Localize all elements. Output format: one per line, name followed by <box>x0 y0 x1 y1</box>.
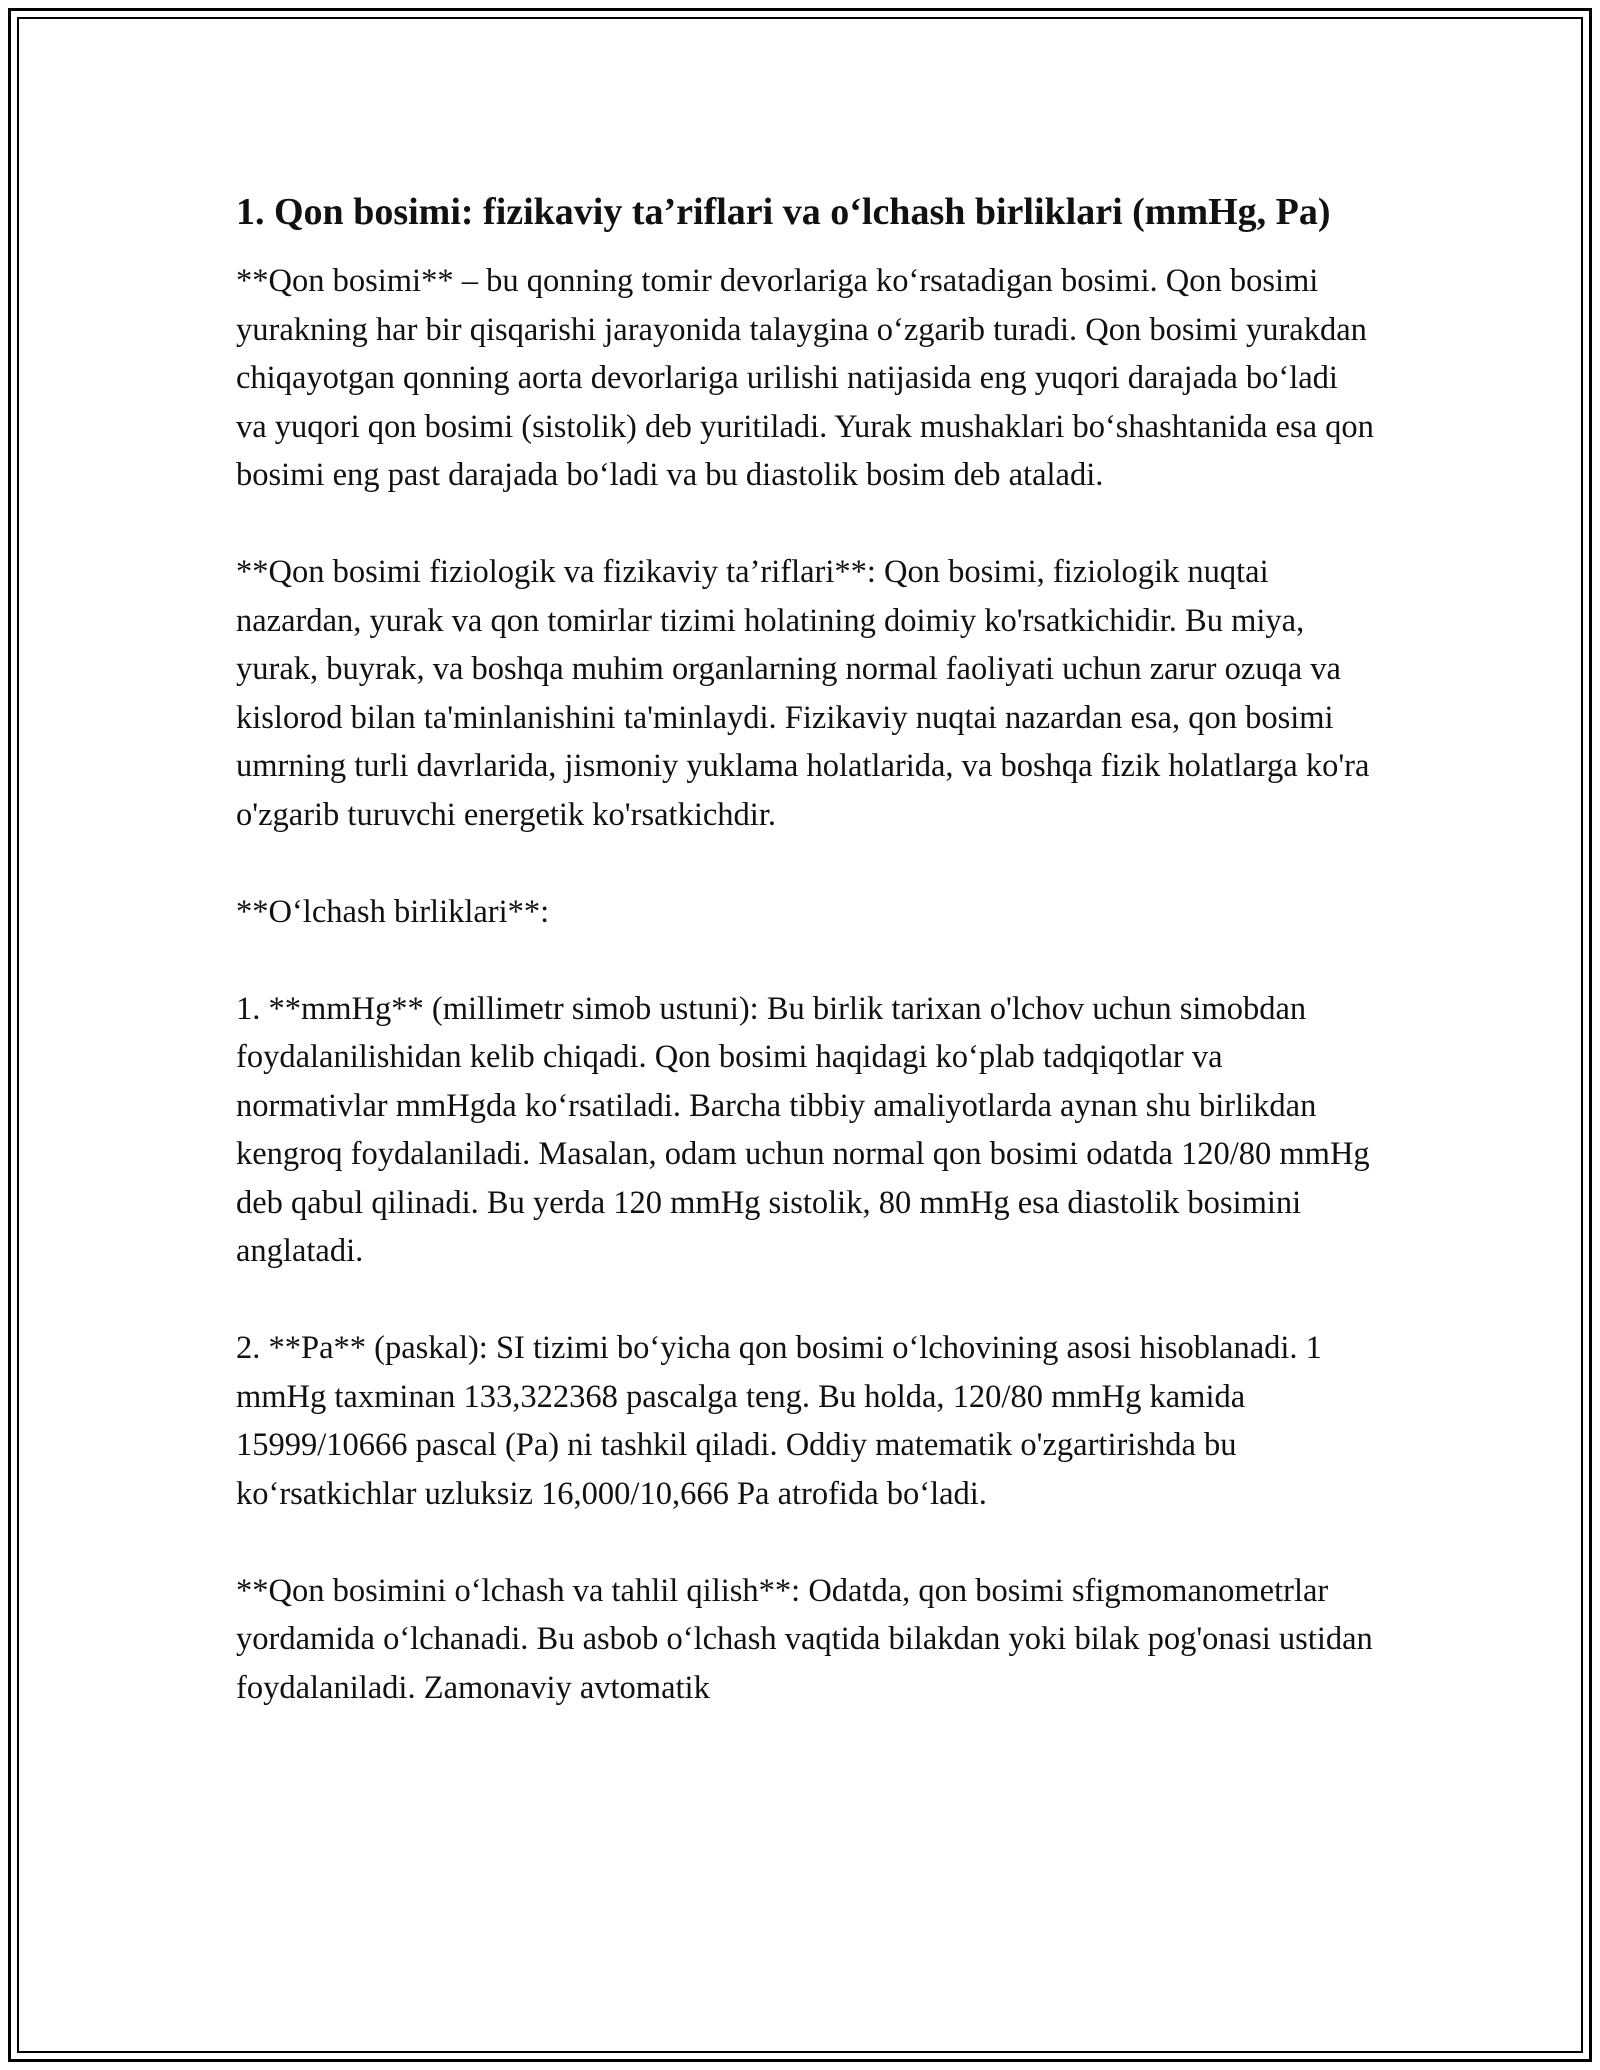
paragraph-pascal: 2. **Pa** (paskal): SI tizimi bo‘yicha qon bosimi o‘lchovining asosi hisoblanadi. 1 mmHg taxminan 133,322368 pascalga teng. Bu holda, 120/80 mmHg kamida 15999/10666 pascal (Pa) ni tashkil qiladi. Oddiy matematik o'zgartirishda bu ko‘rsatkichlar uzluksiz 16,000/10,666 Pa atrofida bo‘ladi. <box>236 1330 1322 1512</box>
paragraph-definition: **Qon bosimi** – bu qonning tomir devorlariga ko‘rsatadigan bosimi. Qon bosimi yurakning har bir qisqarishi jarayonida talaygina o‘zgarib turadi. Qon bosimi yurakdan chiqayotgan qonning aorta devorlariga urilishi natijasida eng yuqori darajada bo‘ladi va yuqori qon bosimi (sistolik) deb yuritiladi. Yurak mushaklari bo‘shashtanida esa qon bosimi eng past darajada bo‘ladi va bu diastolik bosim deb ataladi. <box>236 263 1374 493</box>
paragraph-mmhg: 1. **mmHg** (millimetr simob ustuni): Bu birlik tarixan o'lchov uchun simobdan foydalanilishidan kelib chiqadi. Qon bosimi haqidagi ko‘plab tadqiqotlar va normativlar mmHgda ko‘rsatiladi. Barcha tibbiy amaliyotlarda aynan shu birlikdan kengroq foydalaniladi. Masalan, odam uchun normal qon bosimi odatda 120/80 mmHg deb qabul qilinadi. Bu yerda 120 mmHg sistolik, 80 mmHg esa diastolik bosimini anglatadi. <box>236 990 1370 1269</box>
paragraph-units-heading: **O‘lchash birliklari**: <box>236 893 550 930</box>
document-body <box>236 185 1376 1712</box>
paragraph-measurement: **Qon bosimini o‘lchash va tahlil qilish**: Odatda, qon bosimi sfigmomanometrlar yordamida o‘lchanadi. Bu asbob o‘lchash vaqtida bilakdan yoki bilak pog'onasi ustidan foydalaniladi. Zamonaviy avtomatik <box>236 1572 1373 1706</box>
section-heading: 1. Qon bosimi: fizikaviy ta’riflari va o‘lchash birliklari (mmHg, Pa) <box>236 191 1331 233</box>
paragraph-physiological-physical: **Qon bosimi fiziologik va fizikaviy ta’riflari**: Qon bosimi, fiziologik nuqtai nazardan, yurak va qon tomirlar tizimi holatining doimiy ko'rsatkichidir. Bu miya, yurak, buyrak, va boshqa muhim organlarning normal faoliyati uchun zarur ozuqa va kislorod bilan ta'minlanishini ta'minlaydi. Fizikaviy nuqtai nazardan esa, qon bosimi umrning turli davrlarida, jismoniy yuklama holatlarida, va boshqa fizik holatlarga ko'ra o'zgarib turuvchi energetik ko'rsatkichdir. <box>236 554 1370 833</box>
